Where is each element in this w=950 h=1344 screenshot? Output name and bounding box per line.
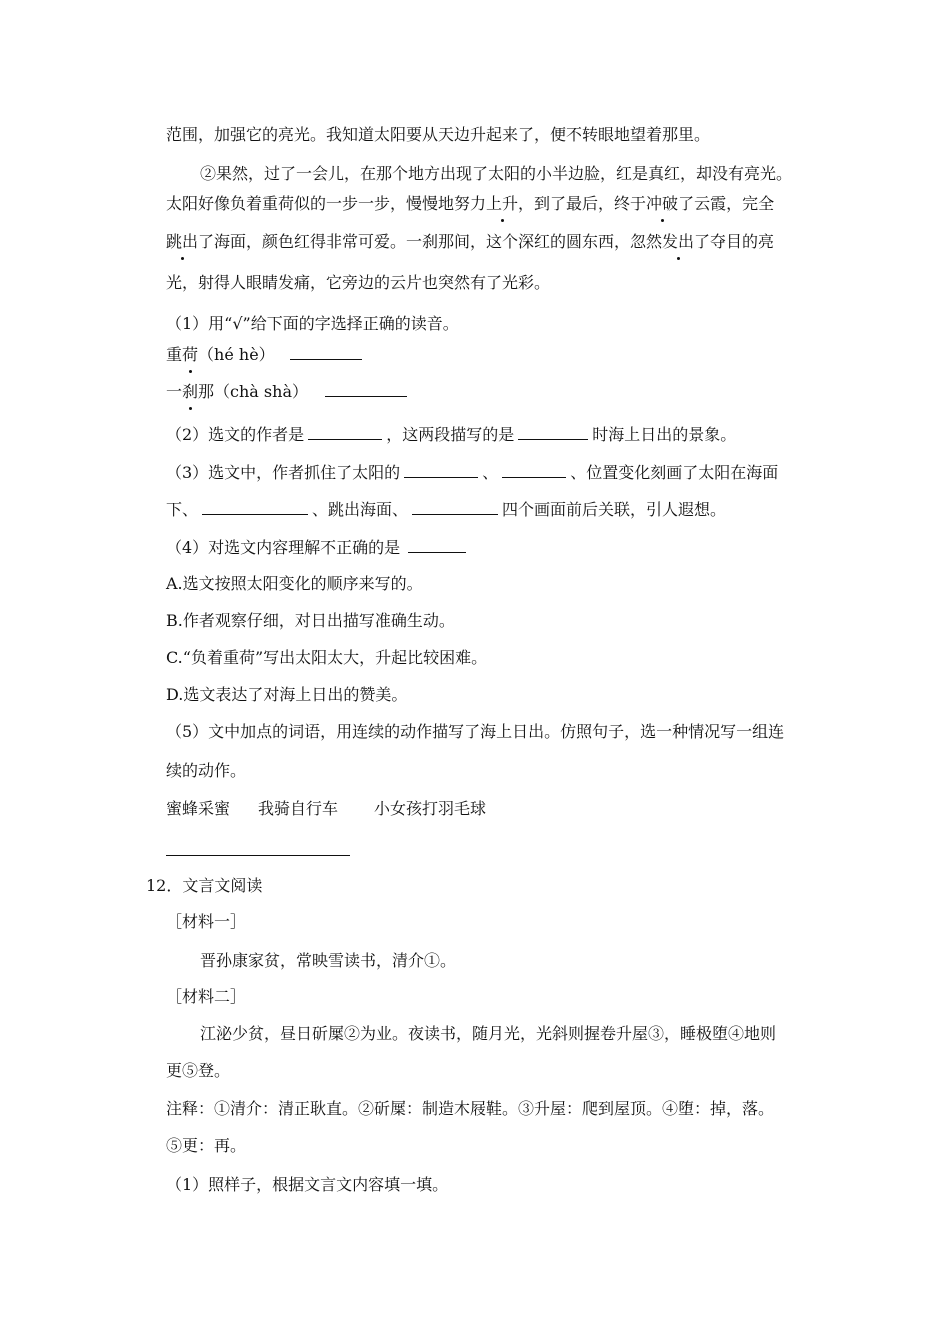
answer-blank[interactable] xyxy=(412,498,498,515)
question-text: 下、 xyxy=(166,500,199,519)
choice-item: 小女孩打羽毛球 xyxy=(374,799,487,818)
answer-blank[interactable] xyxy=(290,343,362,360)
question-1-item xyxy=(166,380,411,403)
answer-blank[interactable] xyxy=(202,498,308,515)
question-text: （3）选文中，作者抓住了太阳的 xyxy=(166,463,401,482)
question-text: 四个画面前后关联，引人遐想。 xyxy=(502,500,727,519)
answer-blank[interactable] xyxy=(404,461,478,478)
option-c[interactable]: C.“负着重荷”写出太阳太大，升起比较困难。 xyxy=(166,648,488,667)
passage-line: ②果然，过了一会儿，在那个地方出现了太阳的小半边脸，红是真红，却没有亮光。 xyxy=(200,164,793,183)
question-3-line xyxy=(166,461,778,484)
item-text: 重 xyxy=(166,345,183,364)
answer-line[interactable] xyxy=(166,855,350,856)
item-text: 那（chà shà） xyxy=(198,382,308,401)
question-text: 、位置变化刻画了太阳在海面 xyxy=(570,463,779,482)
passage-text: 了海面，颜色红得非常可爱。一刹那间，这个深红的圆东西，忽然 xyxy=(198,232,663,251)
material-text: 更⑤登。 xyxy=(166,1061,231,1080)
annotation: 注释：①清介：清正耿直。②斫屟：制造木屐鞋。③升屋：爬到屋顶。④堕：掉，落。 xyxy=(166,1099,775,1118)
answer-blank[interactable] xyxy=(325,380,407,397)
question-4-stem xyxy=(166,536,470,559)
question-1-item xyxy=(166,343,366,366)
question-text: ，这两段描写的是 xyxy=(386,425,515,444)
question-12-sub1: （1）照样子，根据文言文内容填一填。 xyxy=(166,1175,449,1194)
question-text: （4）对选文内容理解不正确的是 xyxy=(166,538,401,557)
dotted-word: 冲破 xyxy=(646,194,679,213)
passage-text: 太阳好像负着重荷似的一步一步，慢慢地努力 xyxy=(166,194,487,213)
choice-item: 我骑自行车 xyxy=(258,799,339,818)
question-5-choices xyxy=(166,798,486,820)
passage-line xyxy=(166,193,774,215)
dotted-char: 荷 xyxy=(182,345,199,364)
option-a[interactable]: A.选文按照太阳变化的顺序来写的。 xyxy=(166,574,423,593)
question-text: 、跳出海面、 xyxy=(312,500,409,519)
passage-line xyxy=(166,231,774,253)
material-label: ［材料一］ xyxy=(166,912,247,931)
passage-text: ，到了最后，终于 xyxy=(518,194,647,213)
option-d[interactable]: D.选文表达了对海上日出的赞美。 xyxy=(166,685,408,704)
material-text: 江泌少贫，昼日斫屟②为业。夜读书，随月光，光斜则握卷升屋③，睡极堕④地则 xyxy=(200,1024,777,1043)
question-5-stem: （5）文中加点的词语，用连续的动作描写了海上日出。仿照句子，选一种情况写一组连 xyxy=(166,722,785,741)
passage-text: 了云霞，完全 xyxy=(678,194,775,213)
answer-blank[interactable] xyxy=(308,423,382,440)
item-text: （hé hè） xyxy=(198,345,275,364)
annotation: ⑤更：再。 xyxy=(166,1136,247,1155)
passage-line: 光，射得人眼睛发痛，它旁边的云片也突然有了光彩。 xyxy=(166,273,551,292)
answer-blank[interactable] xyxy=(518,423,588,440)
question-text: 时海上日出的景象。 xyxy=(592,425,737,444)
option-b[interactable]: B.作者观察仔细，对日出描写准确生动。 xyxy=(166,611,455,630)
passage-text: 了夺目的亮 xyxy=(694,232,775,251)
question-3-line xyxy=(166,498,726,521)
question-2 xyxy=(166,423,736,446)
question-text: （2）选文的作者是 xyxy=(166,425,305,444)
question-text: 、 xyxy=(482,463,499,482)
dotted-char: 刹 xyxy=(182,382,199,401)
passage-line: 范围，加强它的亮光。我知道太阳要从天边升起来了，便不转眼地望着那里。 xyxy=(166,125,711,144)
question-5-stem: 续的动作。 xyxy=(166,761,247,780)
item-text: 一 xyxy=(166,382,183,401)
answer-blank[interactable] xyxy=(408,536,466,553)
dotted-word: 上升 xyxy=(486,194,519,213)
question-1-stem: （1）用“√”给下面的字选择正确的读音。 xyxy=(166,314,459,333)
answer-blank[interactable] xyxy=(502,461,566,478)
dotted-word: 发出 xyxy=(662,232,695,251)
choice-item: 蜜蜂采蜜 xyxy=(166,799,231,818)
material-label: ［材料二］ xyxy=(166,987,247,1006)
dotted-word: 跳出 xyxy=(166,232,199,251)
question-12-title: 12．文言文阅读 xyxy=(146,876,263,895)
material-text: 晋孙康家贫，常映雪读书，清介①。 xyxy=(200,951,457,970)
